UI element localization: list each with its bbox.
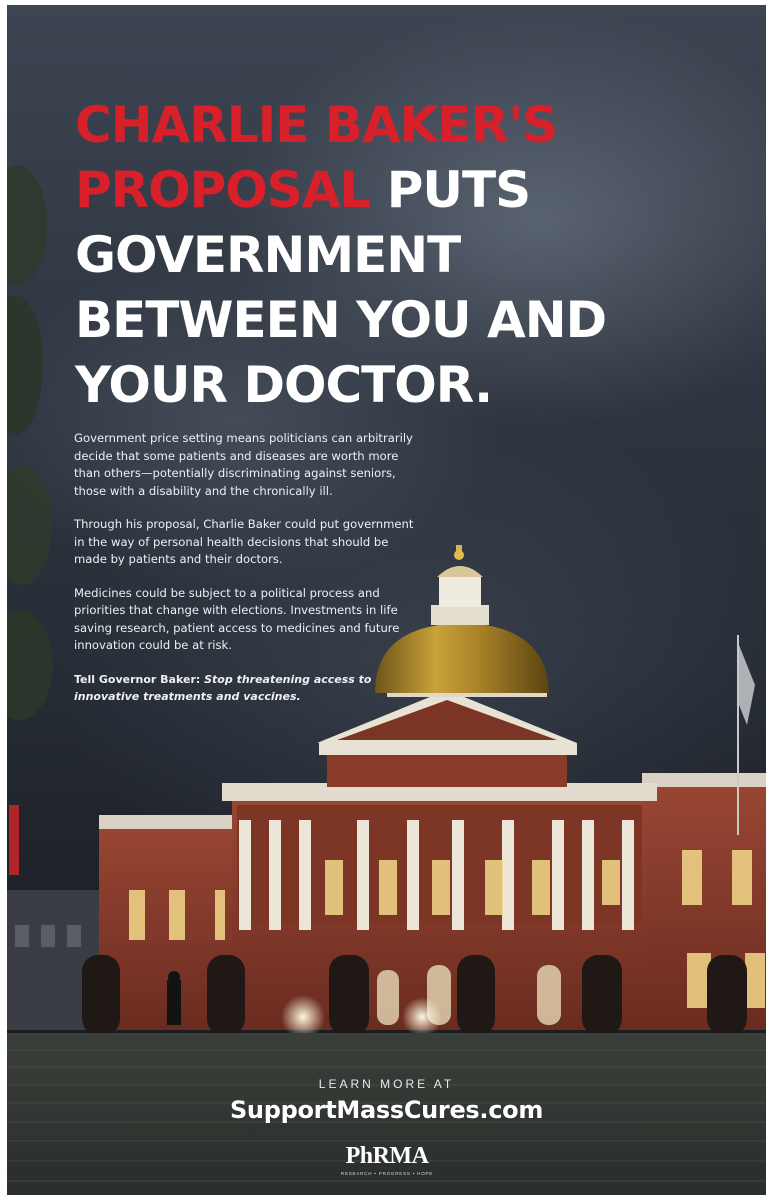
website-link[interactable]: SupportMassCures.com <box>229 1096 544 1124</box>
call-to-action <box>74 671 424 705</box>
logo-tagline: RESEARCH • PROGRESS • HOPE <box>340 1171 434 1176</box>
phrma-logo <box>337 1143 437 1183</box>
learn-more-label: LEARN MORE AT <box>318 1077 455 1091</box>
paragraph-3: Medicines could be subject to a political process and priorities that change with elections. Investments in life saving research, patient access to medicines and future innovation could be at risk. <box>74 585 400 652</box>
paragraph-2: Through his proposal, Charlie Baker could put government in the way of personal health decisions that should be made by patients and their doctors. <box>74 517 414 566</box>
paragraph-1: Government price setting means politicians can arbitrarily decide that some patients and diseases are worth more than others—potentially discriminating against seniors, those with a disability and the chronically ill. <box>74 431 413 498</box>
headline-white-text: PUTS GOVERNMENT BETWEEN YOU AND YOUR DOCTOR. <box>75 161 607 414</box>
headline <box>75 93 635 418</box>
cta-lead: Tell Governor Baker: <box>74 672 201 686</box>
headline-red-text: CHARLIE BAKER'S PROPOSAL <box>75 96 558 219</box>
tree-left <box>7 165 53 720</box>
ad-poster <box>7 5 766 1195</box>
body-copy <box>74 430 424 721</box>
logo-wordmark: PhRMA <box>345 1143 429 1169</box>
cta-emphasis: Stop threatening access to innovative treatments and vaccines. <box>74 672 372 703</box>
